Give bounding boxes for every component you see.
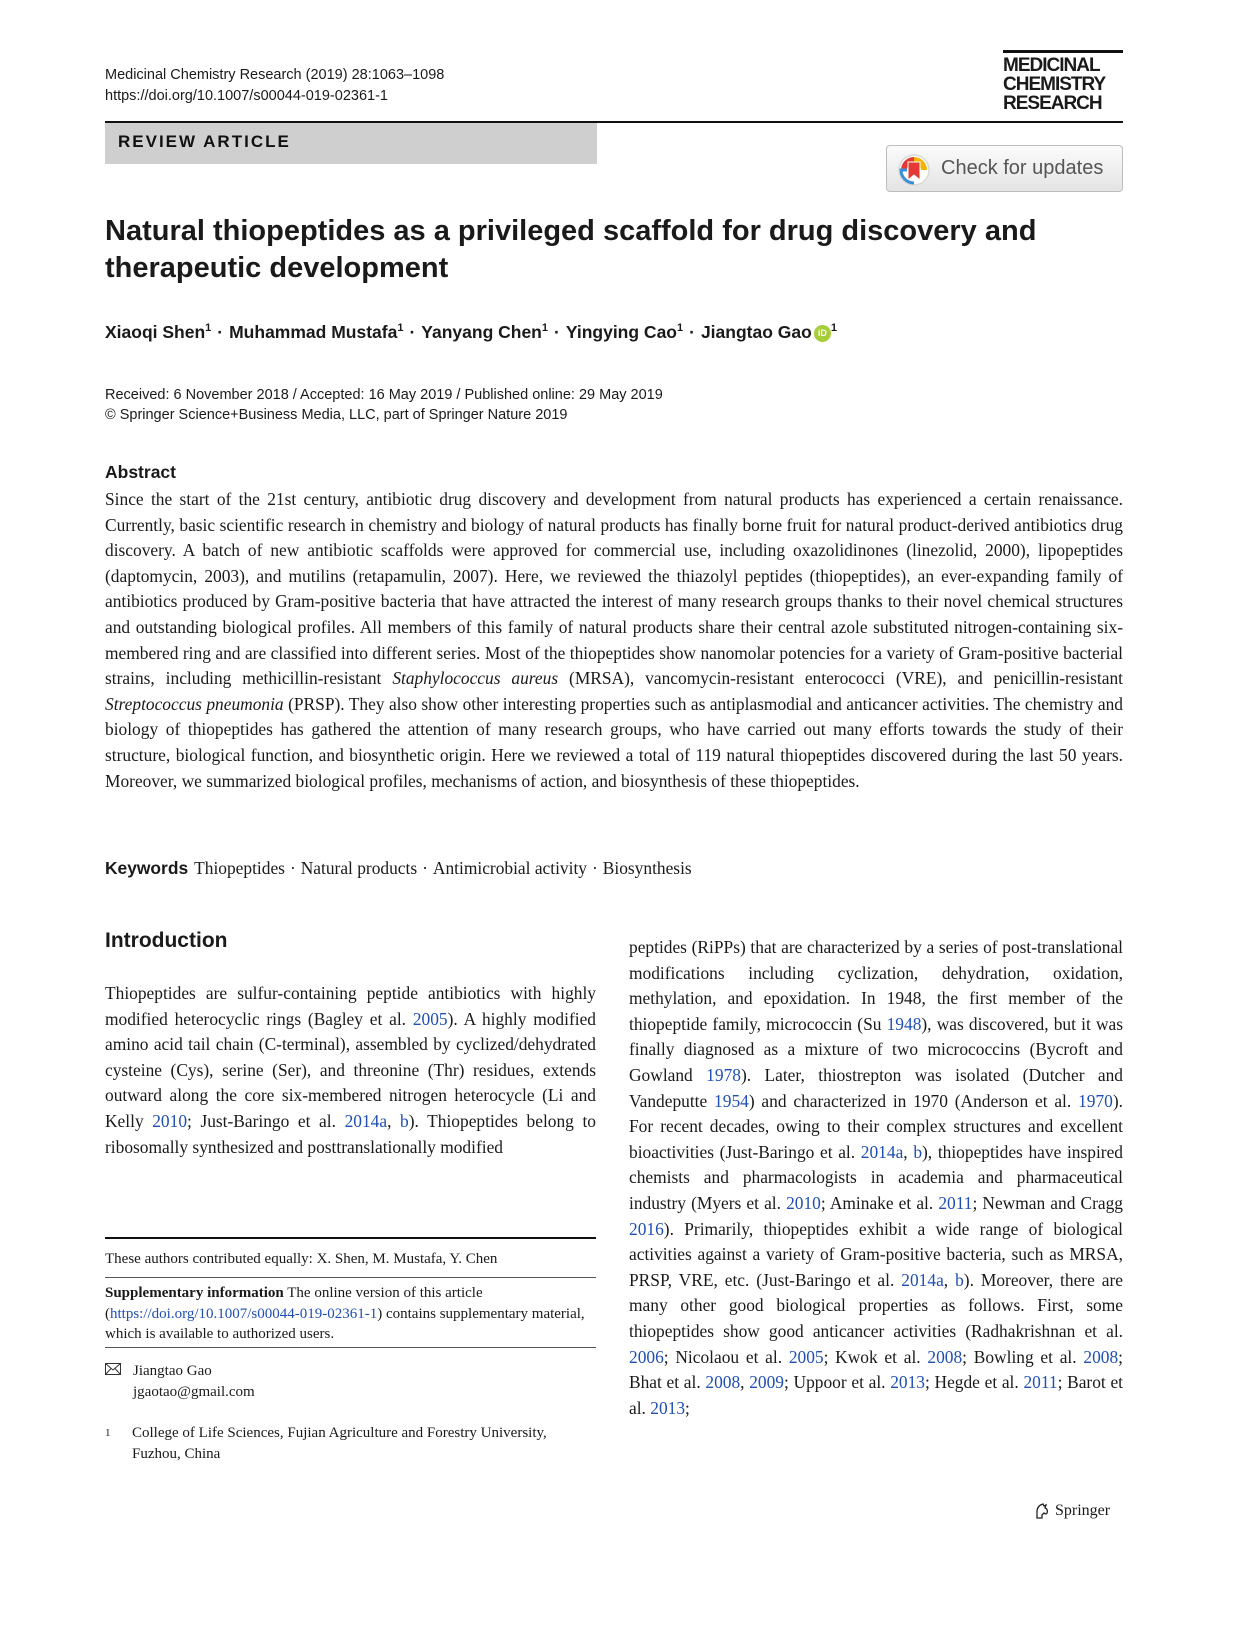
supplementary-link[interactable]: https://doi.org/10.1007/s00044-019-02361-1 — [110, 1305, 378, 1322]
author-separator: · — [554, 322, 560, 342]
text-run: , — [740, 1372, 750, 1393]
introduction-heading: Introduction — [105, 929, 228, 952]
text-run: ; Barot et al. — [629, 1372, 1123, 1418]
author-name[interactable]: Jiangtao Gao — [700, 322, 812, 342]
text-run: ; Hegde et al. — [924, 1372, 1024, 1393]
doi-link[interactable]: https://doi.org/10.1007/s00044-019-02361-1 — [105, 88, 388, 104]
section-band — [105, 123, 597, 164]
abstract-run: (MRSA), vancomycin-resistant enterococci (VRE), and penicillin-resistant — [558, 668, 1123, 689]
author-name[interactable]: Yanyang Chen — [421, 322, 542, 342]
text-run: ). Thiopeptides belong to ribosomally synthesized and posttranslationally modified — [105, 1110, 597, 1157]
contact-email[interactable]: jgaotao@gmail.com — [133, 1383, 255, 1400]
affiliation-text: College of Life Sciences, Fujian Agriculture and Forestry University, Fuzhou, China — [132, 1425, 547, 1462]
author-separator: · — [689, 322, 695, 342]
keyword: Thiopeptides — [194, 858, 285, 878]
citation-link[interactable]: 2008 — [1083, 1346, 1119, 1367]
text-run: ; — [685, 1397, 690, 1418]
text-run: ). For recent decades, owing to their complex structures and excellent bioactivities (Just-Baringo et al. — [629, 1090, 1123, 1162]
section-label: REVIEW ARTICLE — [118, 132, 291, 151]
citation-link[interactable]: 2010 — [152, 1110, 188, 1131]
keywords — [105, 858, 692, 879]
keyword: Antimicrobial activity — [432, 858, 587, 878]
citation-link[interactable]: 2014a — [860, 1141, 904, 1162]
copyright-line: © Springer Science+Business Media, LLC, part of Springer Nature 2019 — [105, 407, 568, 423]
publisher-name: Springer — [1055, 1502, 1111, 1519]
citation-link[interactable]: 2008 — [927, 1346, 963, 1367]
citation-link[interactable]: b — [913, 1141, 923, 1162]
affiliation — [105, 1423, 596, 1464]
crossmark-icon — [897, 153, 931, 192]
abstract-run: Since the start of the 21st century, antibiotic drug discovery and development from natural products has experienced a certain renaissance. Currently, basic scientific research in chemistry and biology of natural products has finally borne fruit for natural product-derived antibiotics drug discovery. A batch of new antibiotic scaffolds were approved for commercial use, including oxazolidinones (linezolid, 2000), lipopeptides (daptomycin, 2003), and mutilins (retapamulin, 2007). Here, we reviewed the thiazolyl peptides (thiopeptides), an ever-expanding family of antibiotics produced by Gram-positive bacteria that have attracted the interest of many research groups thanks to their novel chemical structures and outstanding biological profiles. All members of this family of natural products share their central azole substituted nitrogen-containing six-membered ring and are classified into different series. Most of the thiopeptides show nanomolar potencies for a variety of Gram-positive bacterial strains, including methicillin-resistant — [105, 489, 1123, 689]
footnote-divider — [105, 1277, 596, 1278]
text-run: ; Uppoor et al. — [784, 1372, 891, 1393]
check-updates-label: Check for updates — [941, 157, 1104, 179]
check-for-updates-button[interactable] — [886, 145, 1123, 192]
citation-link[interactable]: 2014a — [344, 1110, 388, 1131]
citation-link[interactable]: 2008 — [705, 1372, 741, 1393]
text-run: ; Just-Baringo et al. — [187, 1110, 345, 1131]
text-run: ; Bhat et al. — [629, 1346, 1123, 1393]
journal-citation: Medicinal Chemistry Research (2019) 28:1063–1098 — [105, 67, 445, 83]
citation-link[interactable]: 1970 — [1078, 1090, 1113, 1111]
citation-link[interactable]: 2005 — [412, 1008, 448, 1029]
citation-link[interactable]: 2005 — [788, 1346, 824, 1367]
text-run: ). Primarily, thiopeptides exhibit a wide range of biological activities against a variety of Gram-positive bacteria, such as MRSA, PRSP, VRE, etc. (Just-Baringo et al. — [629, 1218, 1123, 1290]
publisher-logo — [1033, 1502, 1110, 1520]
affiliation-number: 1 — [105, 1427, 111, 1439]
keyword-separator: · — [591, 858, 598, 878]
text-run: ). A highly modified amino acid tail chain (C-terminal), assembled by cyclized/dehydrated cysteine (Cys), serine (Ser), and threonine (Thr) residues, extends outward along the core six-membered nitrogen heterocycle (Li and Kelly — [105, 1008, 596, 1131]
author-separator: · — [217, 322, 224, 342]
article-dates — [105, 385, 663, 425]
author-affil: 1 — [677, 322, 684, 335]
text-run: ) contains supplementary material, which is available to authorized users. — [105, 1305, 585, 1342]
text-run: ) and characterized in 1970 (Anderson et al. — [748, 1090, 1079, 1111]
text-run: The online version of this article ( — [105, 1285, 483, 1322]
citation-link[interactable]: 1954 — [714, 1090, 749, 1111]
abstract-italic: Streptococcus pneumonia — [105, 693, 284, 714]
orcid-icon[interactable]: iD — [814, 325, 831, 342]
text-run: ). Moreover, there are many other good biological properties as follows. First, some thiopeptides show good anticancer activities (Radhakrishnan et al. — [629, 1269, 1123, 1341]
text-run: ), thiopeptides have inspired chemists and pharmacologists in academia and pharmaceutical industry (Myers et al. — [629, 1141, 1124, 1213]
text-run: Thiopeptides are sulfur-containing peptide antibiotics with highly modified heterocyclic rings (Bagley et al. — [105, 983, 596, 1029]
supplementary-heading: Supplementary information — [105, 1285, 284, 1301]
citation-link[interactable]: 1948 — [886, 1013, 922, 1034]
text-run: ), was discovered, but it was finally diagnosed as a mixture of two micrococcins (Bycroft and Gowland — [629, 1013, 1123, 1085]
citation-link[interactable]: 2016 — [629, 1218, 664, 1239]
keywords-heading: Keywords — [105, 858, 189, 878]
journal-logo — [1003, 50, 1123, 113]
citation-link[interactable]: 1978 — [706, 1064, 741, 1085]
text-run: , — [387, 1110, 401, 1131]
introduction-left-column — [105, 981, 596, 1160]
citation-link[interactable]: 2006 — [629, 1346, 664, 1367]
envelope-icon — [105, 1361, 123, 1382]
citation-link[interactable]: b — [400, 1110, 409, 1131]
author-name[interactable]: Xiaoqi Shen — [105, 322, 206, 342]
corresponding-author — [105, 1361, 255, 1402]
footnote-rule — [105, 1237, 596, 1239]
text-run: peptides (RiPPs) that are characterized by a series of post-translational modifications including cyclization, dehydration, oxidation, methylation, and epoxidation. In 1948, the first member of the thiopeptide family, micrococcin (Su — [629, 937, 1123, 1034]
springer-horse-icon — [1033, 1502, 1055, 1519]
text-run: ; Bowling et al. — [962, 1346, 1084, 1367]
keyword-separator: · — [422, 858, 428, 878]
author-separator: · — [409, 322, 416, 342]
keyword-separator: · — [289, 858, 296, 878]
article-title: Natural thiopeptides as a privileged scaffold for drug discovery and therapeutic development — [105, 215, 1037, 284]
text-run: ; Aminake et al. — [820, 1192, 939, 1213]
introduction-right-column — [629, 935, 1123, 1421]
logo-line-2: CHEMISTRY — [1003, 74, 1106, 95]
text-run: ; Nicolaou et al. — [663, 1346, 789, 1367]
abstract-italic: Staphylococcus aureus — [392, 668, 559, 689]
abstract-heading: Abstract — [105, 462, 176, 482]
text-run: , — [943, 1269, 956, 1290]
logo-line-3: RESEARCH — [1003, 93, 1102, 114]
keyword: Natural products — [300, 858, 418, 878]
citation-link[interactable]: 2013 — [650, 1397, 686, 1418]
text-run: ; Kwok et al. — [823, 1346, 928, 1367]
author-affil: 1 — [397, 322, 404, 335]
contact-name: Jiangtao Gao — [133, 1363, 212, 1379]
text-run: ). Later, thiostrepton was isolated (Dutcher and Vandeputte — [629, 1064, 1124, 1111]
author-list — [105, 322, 837, 343]
citation-link[interactable]: 2013 — [890, 1372, 925, 1393]
equal-contribution-note: These authors contributed equally: X. Shen, M. Mustafa, Y. Chen — [105, 1251, 498, 1267]
history-dates: Received: 6 November 2018 / Accepted: 16 May 2019 / Published online: 29 May 2019 — [105, 387, 663, 403]
citation-link[interactable]: 2014a — [901, 1269, 944, 1290]
citation-link[interactable]: 2011 — [938, 1192, 973, 1213]
author-name[interactable]: Muhammad Mustafa — [229, 322, 398, 342]
journal-header — [105, 65, 444, 107]
author-name[interactable]: Yingying Cao — [565, 322, 677, 342]
citation-link[interactable]: 2011 — [1023, 1372, 1058, 1393]
logo-line-1: MEDICINAL — [1003, 55, 1100, 76]
author-affil: 1 — [205, 322, 212, 335]
footnote-divider — [105, 1347, 596, 1348]
abstract-run: (PRSP). They also show other interesting properties such as antiplasmodial and anticancer activities. The chemistry and biology of thiopeptides has gathered the attention of many research groups, who have carried out many efforts towards the study of their structure, biological function, and biosynthetic origin. Here we reviewed a total of 119 natural thiopeptides discovered during the last 50 years. Moreover, we summarized biological profiles, mechanisms of action, and biosynthesis of these thiopeptides. — [105, 693, 1123, 791]
citation-link[interactable]: b — [955, 1269, 964, 1290]
abstract-text — [105, 487, 1123, 794]
keyword: Biosynthesis — [602, 858, 692, 878]
text-run: , — [903, 1141, 914, 1162]
author-affil: 1 — [541, 322, 548, 335]
text-run: ; Newman and Cragg — [972, 1192, 1123, 1213]
author-affil: 1 — [830, 322, 837, 335]
citation-link[interactable]: 2009 — [749, 1372, 784, 1393]
citation-link[interactable]: 2010 — [786, 1192, 821, 1213]
supplementary-note — [105, 1283, 596, 1345]
